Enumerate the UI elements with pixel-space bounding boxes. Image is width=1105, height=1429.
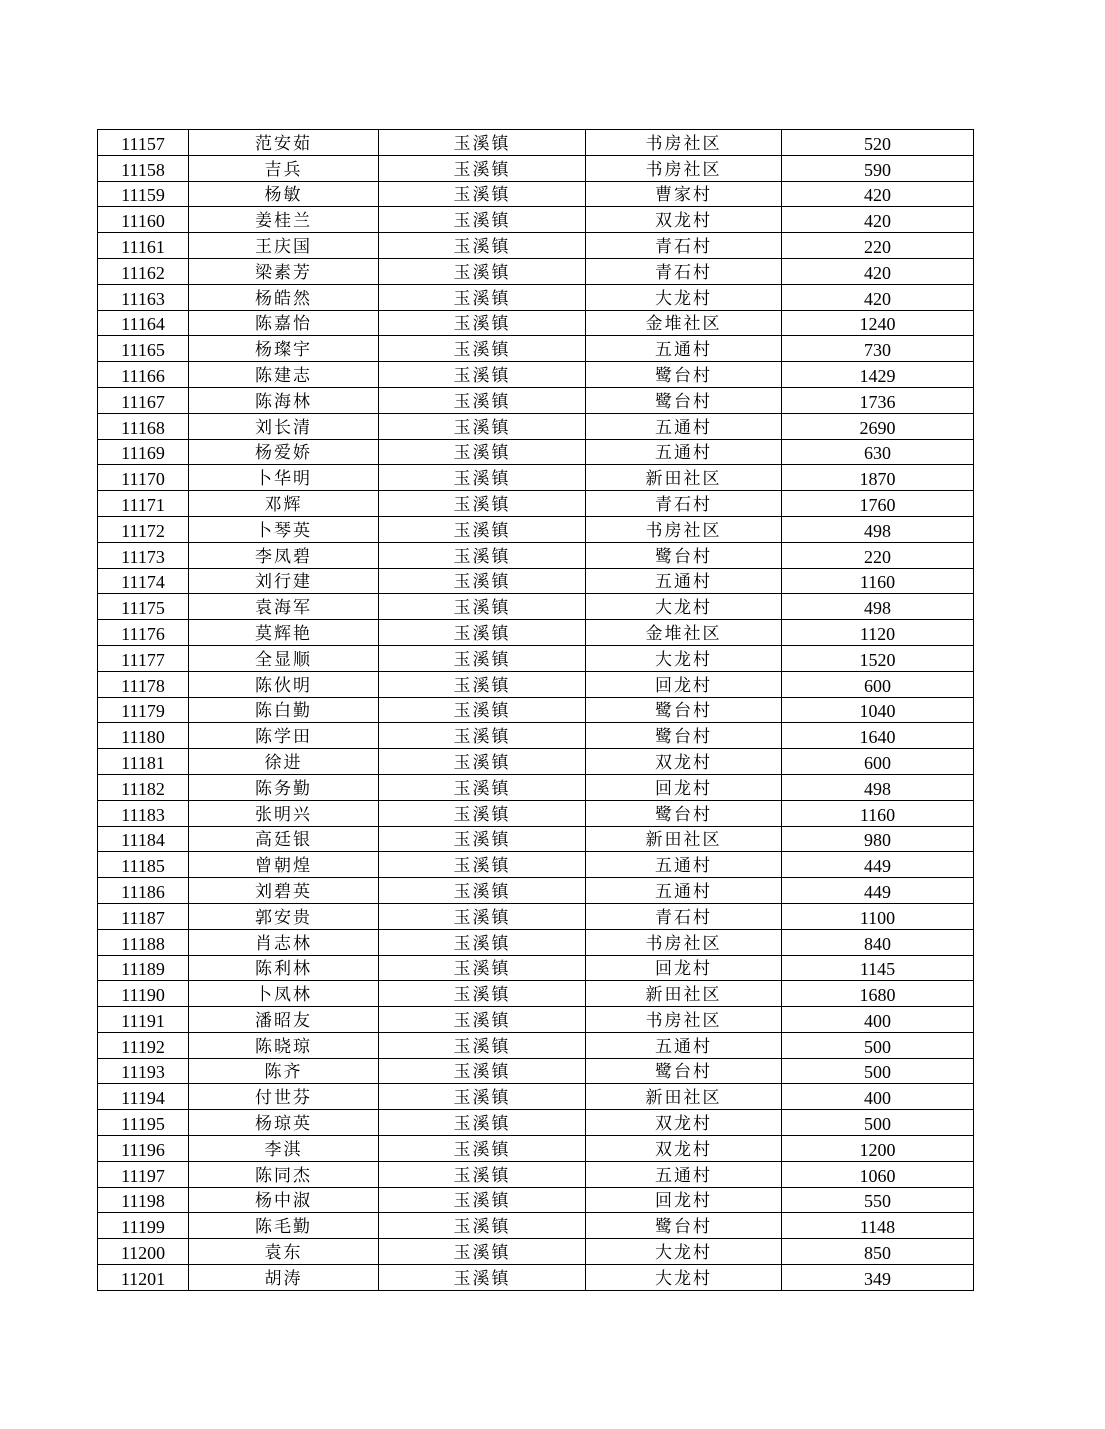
cell-village: 鹭台村 bbox=[586, 362, 782, 388]
cell-name: 陈晓琼 bbox=[189, 1032, 379, 1058]
cell-id: 11174 bbox=[98, 568, 189, 594]
table-row bbox=[98, 749, 974, 775]
cell-town: 玉溪镇 bbox=[379, 258, 586, 284]
cell-village: 回龙村 bbox=[586, 1187, 782, 1213]
table-row bbox=[98, 955, 974, 981]
table-row bbox=[98, 362, 974, 388]
table-row bbox=[98, 1007, 974, 1033]
cell-town: 玉溪镇 bbox=[379, 465, 586, 491]
table-row bbox=[98, 568, 974, 594]
cell-village: 大龙村 bbox=[586, 1265, 782, 1291]
cell-name: 卜琴英 bbox=[189, 516, 379, 542]
cell-id: 11157 bbox=[98, 130, 189, 156]
cell-amount: 498 bbox=[782, 774, 974, 800]
cell-id: 11193 bbox=[98, 1058, 189, 1084]
table-row bbox=[98, 774, 974, 800]
cell-id: 11200 bbox=[98, 1239, 189, 1265]
cell-town: 玉溪镇 bbox=[379, 207, 586, 233]
cell-id: 11167 bbox=[98, 387, 189, 413]
cell-amount: 850 bbox=[782, 1239, 974, 1265]
table-row bbox=[98, 181, 974, 207]
cell-town: 玉溪镇 bbox=[379, 1110, 586, 1136]
cell-village: 五通村 bbox=[586, 1032, 782, 1058]
cell-town: 玉溪镇 bbox=[379, 955, 586, 981]
cell-village: 新田社区 bbox=[586, 826, 782, 852]
cell-amount: 1680 bbox=[782, 981, 974, 1007]
table-row bbox=[98, 1265, 974, 1291]
table-row bbox=[98, 800, 974, 826]
cell-id: 11191 bbox=[98, 1007, 189, 1033]
cell-town: 玉溪镇 bbox=[379, 852, 586, 878]
cell-village: 大龙村 bbox=[586, 1239, 782, 1265]
cell-name: 李淇 bbox=[189, 1136, 379, 1162]
cell-town: 玉溪镇 bbox=[379, 1187, 586, 1213]
cell-village: 五通村 bbox=[586, 568, 782, 594]
cell-village: 新田社区 bbox=[586, 465, 782, 491]
table-row bbox=[98, 491, 974, 517]
cell-name: 杨爱娇 bbox=[189, 439, 379, 465]
table-row bbox=[98, 155, 974, 181]
cell-id: 11168 bbox=[98, 413, 189, 439]
cell-id: 11194 bbox=[98, 1084, 189, 1110]
cell-village: 双龙村 bbox=[586, 207, 782, 233]
cell-id: 11187 bbox=[98, 903, 189, 929]
table-row bbox=[98, 852, 974, 878]
cell-village: 新田社区 bbox=[586, 981, 782, 1007]
cell-name: 邓辉 bbox=[189, 491, 379, 517]
table-row bbox=[98, 645, 974, 671]
cell-town: 玉溪镇 bbox=[379, 594, 586, 620]
cell-name: 杨中淑 bbox=[189, 1187, 379, 1213]
cell-amount: 1120 bbox=[782, 620, 974, 646]
cell-town: 玉溪镇 bbox=[379, 362, 586, 388]
cell-town: 玉溪镇 bbox=[379, 491, 586, 517]
cell-village: 青石村 bbox=[586, 491, 782, 517]
table-row bbox=[98, 516, 974, 542]
cell-name: 陈毛勤 bbox=[189, 1213, 379, 1239]
cell-village: 鹭台村 bbox=[586, 387, 782, 413]
cell-name: 潘昭友 bbox=[189, 1007, 379, 1033]
cell-amount: 630 bbox=[782, 439, 974, 465]
cell-town: 玉溪镇 bbox=[379, 697, 586, 723]
cell-town: 玉溪镇 bbox=[379, 439, 586, 465]
table-body bbox=[98, 130, 974, 1291]
table-row bbox=[98, 1136, 974, 1162]
table-row bbox=[98, 594, 974, 620]
cell-village: 双龙村 bbox=[586, 1136, 782, 1162]
cell-id: 11195 bbox=[98, 1110, 189, 1136]
cell-id: 11192 bbox=[98, 1032, 189, 1058]
cell-amount: 449 bbox=[782, 878, 974, 904]
cell-id: 11177 bbox=[98, 645, 189, 671]
cell-town: 玉溪镇 bbox=[379, 645, 586, 671]
cell-amount: 730 bbox=[782, 336, 974, 362]
cell-amount: 1870 bbox=[782, 465, 974, 491]
cell-name: 付世芬 bbox=[189, 1084, 379, 1110]
cell-amount: 1520 bbox=[782, 645, 974, 671]
table-row bbox=[98, 233, 974, 259]
cell-id: 11176 bbox=[98, 620, 189, 646]
cell-amount: 1145 bbox=[782, 955, 974, 981]
cell-town: 玉溪镇 bbox=[379, 516, 586, 542]
cell-town: 玉溪镇 bbox=[379, 568, 586, 594]
cell-amount: 500 bbox=[782, 1110, 974, 1136]
cell-village: 鹭台村 bbox=[586, 1213, 782, 1239]
cell-id: 11163 bbox=[98, 284, 189, 310]
cell-id: 11180 bbox=[98, 723, 189, 749]
cell-amount: 550 bbox=[782, 1187, 974, 1213]
cell-amount: 1160 bbox=[782, 568, 974, 594]
cell-id: 11184 bbox=[98, 826, 189, 852]
table-row bbox=[98, 1058, 974, 1084]
cell-amount: 400 bbox=[782, 1084, 974, 1110]
cell-village: 回龙村 bbox=[586, 955, 782, 981]
cell-village: 青石村 bbox=[586, 233, 782, 259]
cell-village: 五通村 bbox=[586, 1161, 782, 1187]
cell-town: 玉溪镇 bbox=[379, 878, 586, 904]
table-row bbox=[98, 697, 974, 723]
cell-town: 玉溪镇 bbox=[379, 284, 586, 310]
cell-name: 莫辉艳 bbox=[189, 620, 379, 646]
cell-village: 五通村 bbox=[586, 413, 782, 439]
table-row bbox=[98, 826, 974, 852]
cell-id: 11159 bbox=[98, 181, 189, 207]
cell-amount: 1060 bbox=[782, 1161, 974, 1187]
cell-name: 高廷银 bbox=[189, 826, 379, 852]
cell-village: 鹭台村 bbox=[586, 697, 782, 723]
cell-town: 玉溪镇 bbox=[379, 800, 586, 826]
cell-name: 胡涛 bbox=[189, 1265, 379, 1291]
cell-name: 刘碧英 bbox=[189, 878, 379, 904]
cell-village: 书房社区 bbox=[586, 516, 782, 542]
cell-name: 徐进 bbox=[189, 749, 379, 775]
cell-name: 肖志林 bbox=[189, 929, 379, 955]
cell-town: 玉溪镇 bbox=[379, 1058, 586, 1084]
cell-amount: 500 bbox=[782, 1058, 974, 1084]
cell-id: 11201 bbox=[98, 1265, 189, 1291]
cell-village: 书房社区 bbox=[586, 130, 782, 156]
cell-id: 11186 bbox=[98, 878, 189, 904]
cell-name: 全显顺 bbox=[189, 645, 379, 671]
cell-town: 玉溪镇 bbox=[379, 723, 586, 749]
table-row bbox=[98, 723, 974, 749]
cell-amount: 1160 bbox=[782, 800, 974, 826]
cell-town: 玉溪镇 bbox=[379, 130, 586, 156]
cell-village: 鹭台村 bbox=[586, 800, 782, 826]
cell-name: 李凤碧 bbox=[189, 542, 379, 568]
cell-amount: 520 bbox=[782, 130, 974, 156]
cell-name: 杨皓然 bbox=[189, 284, 379, 310]
cell-village: 书房社区 bbox=[586, 155, 782, 181]
cell-id: 11160 bbox=[98, 207, 189, 233]
cell-town: 玉溪镇 bbox=[379, 749, 586, 775]
cell-amount: 1736 bbox=[782, 387, 974, 413]
cell-id: 11181 bbox=[98, 749, 189, 775]
cell-name: 袁海军 bbox=[189, 594, 379, 620]
cell-town: 玉溪镇 bbox=[379, 774, 586, 800]
cell-amount: 1240 bbox=[782, 310, 974, 336]
table-row bbox=[98, 310, 974, 336]
cell-village: 金堆社区 bbox=[586, 620, 782, 646]
cell-town: 玉溪镇 bbox=[379, 1213, 586, 1239]
cell-village: 五通村 bbox=[586, 878, 782, 904]
cell-id: 11171 bbox=[98, 491, 189, 517]
cell-village: 双龙村 bbox=[586, 1110, 782, 1136]
cell-village: 青石村 bbox=[586, 258, 782, 284]
cell-amount: 449 bbox=[782, 852, 974, 878]
cell-amount: 1429 bbox=[782, 362, 974, 388]
cell-town: 玉溪镇 bbox=[379, 181, 586, 207]
cell-town: 玉溪镇 bbox=[379, 1161, 586, 1187]
cell-village: 五通村 bbox=[586, 439, 782, 465]
cell-town: 玉溪镇 bbox=[379, 1136, 586, 1162]
table-row bbox=[98, 465, 974, 491]
cell-name: 陈利林 bbox=[189, 955, 379, 981]
cell-town: 玉溪镇 bbox=[379, 233, 586, 259]
table-row bbox=[98, 878, 974, 904]
cell-town: 玉溪镇 bbox=[379, 1084, 586, 1110]
cell-amount: 590 bbox=[782, 155, 974, 181]
cell-id: 11197 bbox=[98, 1161, 189, 1187]
cell-name: 陈同杰 bbox=[189, 1161, 379, 1187]
cell-id: 11196 bbox=[98, 1136, 189, 1162]
table-row bbox=[98, 413, 974, 439]
cell-amount: 1200 bbox=[782, 1136, 974, 1162]
cell-amount: 420 bbox=[782, 284, 974, 310]
cell-name: 卜华明 bbox=[189, 465, 379, 491]
table-row bbox=[98, 1161, 974, 1187]
cell-town: 玉溪镇 bbox=[379, 155, 586, 181]
cell-village: 曹家村 bbox=[586, 181, 782, 207]
cell-village: 回龙村 bbox=[586, 671, 782, 697]
cell-id: 11183 bbox=[98, 800, 189, 826]
cell-name: 陈学田 bbox=[189, 723, 379, 749]
cell-id: 11185 bbox=[98, 852, 189, 878]
cell-id: 11165 bbox=[98, 336, 189, 362]
cell-name: 陈嘉怡 bbox=[189, 310, 379, 336]
table-row bbox=[98, 981, 974, 1007]
cell-amount: 220 bbox=[782, 542, 974, 568]
cell-id: 11198 bbox=[98, 1187, 189, 1213]
cell-town: 玉溪镇 bbox=[379, 1265, 586, 1291]
cell-id: 11164 bbox=[98, 310, 189, 336]
cell-town: 玉溪镇 bbox=[379, 981, 586, 1007]
table-row bbox=[98, 542, 974, 568]
cell-amount: 420 bbox=[782, 181, 974, 207]
cell-amount: 840 bbox=[782, 929, 974, 955]
table-row bbox=[98, 207, 974, 233]
cell-id: 11179 bbox=[98, 697, 189, 723]
cell-name: 陈务勤 bbox=[189, 774, 379, 800]
cell-id: 11172 bbox=[98, 516, 189, 542]
table-row bbox=[98, 1239, 974, 1265]
cell-name: 范安茹 bbox=[189, 130, 379, 156]
cell-name: 姜桂兰 bbox=[189, 207, 379, 233]
cell-id: 11199 bbox=[98, 1213, 189, 1239]
cell-amount: 1100 bbox=[782, 903, 974, 929]
table-row bbox=[98, 284, 974, 310]
subsidy-table bbox=[97, 129, 974, 1291]
cell-town: 玉溪镇 bbox=[379, 903, 586, 929]
cell-town: 玉溪镇 bbox=[379, 387, 586, 413]
cell-town: 玉溪镇 bbox=[379, 542, 586, 568]
cell-town: 玉溪镇 bbox=[379, 1007, 586, 1033]
cell-village: 大龙村 bbox=[586, 594, 782, 620]
cell-amount: 400 bbox=[782, 1007, 974, 1033]
cell-name: 郭安贵 bbox=[189, 903, 379, 929]
cell-name: 梁素芳 bbox=[189, 258, 379, 284]
cell-name: 袁东 bbox=[189, 1239, 379, 1265]
cell-name: 王庆国 bbox=[189, 233, 379, 259]
cell-amount: 420 bbox=[782, 258, 974, 284]
table-row bbox=[98, 439, 974, 465]
cell-village: 书房社区 bbox=[586, 929, 782, 955]
cell-village: 书房社区 bbox=[586, 1007, 782, 1033]
cell-town: 玉溪镇 bbox=[379, 929, 586, 955]
cell-town: 玉溪镇 bbox=[379, 413, 586, 439]
cell-town: 玉溪镇 bbox=[379, 310, 586, 336]
cell-town: 玉溪镇 bbox=[379, 1032, 586, 1058]
cell-amount: 500 bbox=[782, 1032, 974, 1058]
table-row bbox=[98, 130, 974, 156]
cell-village: 鹭台村 bbox=[586, 1058, 782, 1084]
cell-village: 大龙村 bbox=[586, 645, 782, 671]
table-row bbox=[98, 620, 974, 646]
table-row bbox=[98, 258, 974, 284]
cell-name: 陈齐 bbox=[189, 1058, 379, 1084]
cell-name: 陈伙明 bbox=[189, 671, 379, 697]
table-row bbox=[98, 387, 974, 413]
cell-amount: 220 bbox=[782, 233, 974, 259]
table-row bbox=[98, 1187, 974, 1213]
cell-village: 大龙村 bbox=[586, 284, 782, 310]
cell-id: 11161 bbox=[98, 233, 189, 259]
cell-village: 五通村 bbox=[586, 852, 782, 878]
table-row bbox=[98, 903, 974, 929]
cell-village: 回龙村 bbox=[586, 774, 782, 800]
cell-amount: 2690 bbox=[782, 413, 974, 439]
table-row bbox=[98, 1213, 974, 1239]
cell-id: 11190 bbox=[98, 981, 189, 1007]
cell-name: 杨琼英 bbox=[189, 1110, 379, 1136]
cell-village: 青石村 bbox=[586, 903, 782, 929]
cell-village: 新田社区 bbox=[586, 1084, 782, 1110]
cell-name: 刘行建 bbox=[189, 568, 379, 594]
cell-amount: 349 bbox=[782, 1265, 974, 1291]
table-row bbox=[98, 1032, 974, 1058]
cell-amount: 980 bbox=[782, 826, 974, 852]
table-row bbox=[98, 336, 974, 362]
table-row bbox=[98, 1110, 974, 1136]
table-row bbox=[98, 671, 974, 697]
cell-id: 11182 bbox=[98, 774, 189, 800]
cell-amount: 1640 bbox=[782, 723, 974, 749]
cell-amount: 498 bbox=[782, 516, 974, 542]
cell-village: 双龙村 bbox=[586, 749, 782, 775]
cell-name: 卜凤林 bbox=[189, 981, 379, 1007]
cell-id: 11170 bbox=[98, 465, 189, 491]
cell-amount: 1040 bbox=[782, 697, 974, 723]
cell-name: 陈白勤 bbox=[189, 697, 379, 723]
cell-town: 玉溪镇 bbox=[379, 336, 586, 362]
table-row bbox=[98, 929, 974, 955]
cell-village: 五通村 bbox=[586, 336, 782, 362]
cell-amount: 600 bbox=[782, 671, 974, 697]
cell-village: 鹭台村 bbox=[586, 542, 782, 568]
cell-name: 陈海林 bbox=[189, 387, 379, 413]
cell-amount: 1760 bbox=[782, 491, 974, 517]
cell-town: 玉溪镇 bbox=[379, 671, 586, 697]
cell-amount: 600 bbox=[782, 749, 974, 775]
cell-amount: 498 bbox=[782, 594, 974, 620]
cell-id: 11173 bbox=[98, 542, 189, 568]
cell-id: 11188 bbox=[98, 929, 189, 955]
cell-id: 11162 bbox=[98, 258, 189, 284]
cell-amount: 1148 bbox=[782, 1213, 974, 1239]
cell-town: 玉溪镇 bbox=[379, 620, 586, 646]
cell-village: 金堆社区 bbox=[586, 310, 782, 336]
cell-id: 11166 bbox=[98, 362, 189, 388]
cell-id: 11189 bbox=[98, 955, 189, 981]
cell-name: 杨敏 bbox=[189, 181, 379, 207]
cell-name: 杨璨宇 bbox=[189, 336, 379, 362]
cell-name: 陈建志 bbox=[189, 362, 379, 388]
cell-id: 11175 bbox=[98, 594, 189, 620]
cell-name: 曾朝煌 bbox=[189, 852, 379, 878]
cell-id: 11158 bbox=[98, 155, 189, 181]
cell-name: 张明兴 bbox=[189, 800, 379, 826]
cell-id: 11178 bbox=[98, 671, 189, 697]
cell-name: 吉兵 bbox=[189, 155, 379, 181]
cell-village: 鹭台村 bbox=[586, 723, 782, 749]
table-row bbox=[98, 1084, 974, 1110]
cell-town: 玉溪镇 bbox=[379, 1239, 586, 1265]
cell-name: 刘长清 bbox=[189, 413, 379, 439]
cell-id: 11169 bbox=[98, 439, 189, 465]
cell-amount: 420 bbox=[782, 207, 974, 233]
cell-town: 玉溪镇 bbox=[379, 826, 586, 852]
